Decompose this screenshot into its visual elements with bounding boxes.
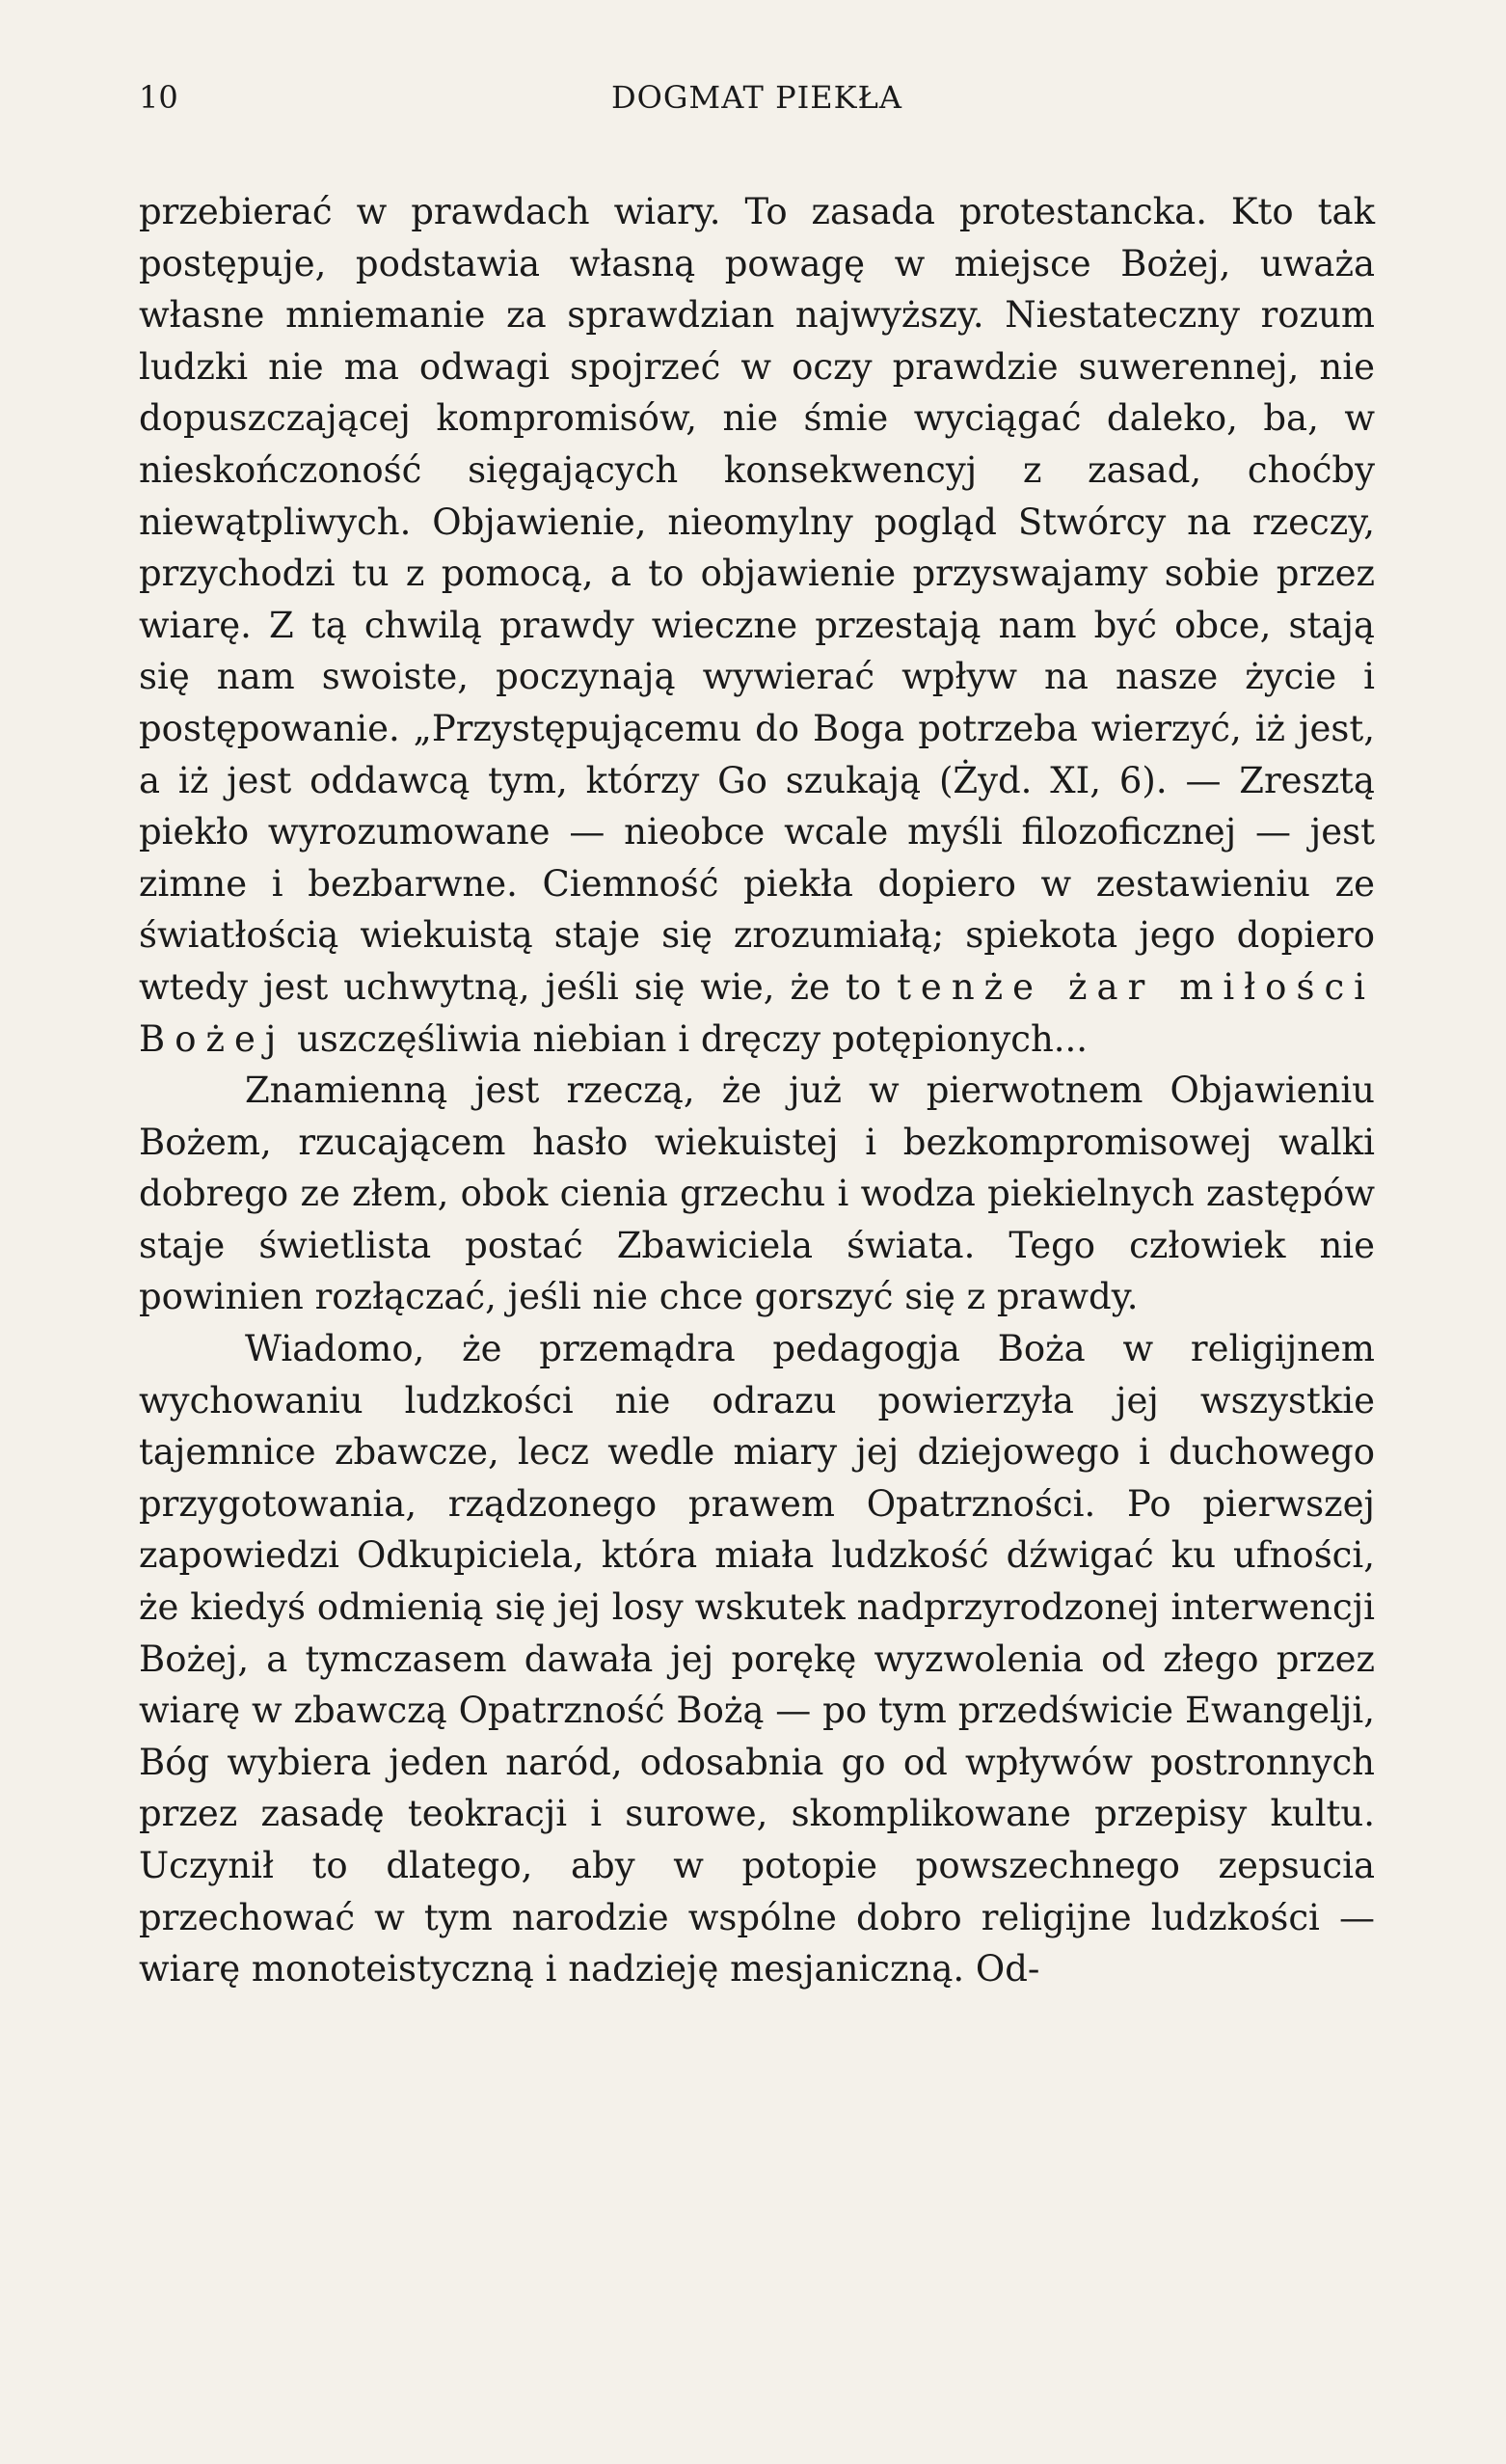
paragraph-3: Wiadomo, że przemądra pedagogja Boża w religijnem wychowaniu ludzkości nie odrazu powierzyła jej wszystkie tajemnice zbawcze, lecz wedle miary jej dziejowego i duchowego przygotowania, rządzonego prawem Opatrzności. Po pierwszej zapowiedzi Odkupiciela, która miała ludzkość dźwigać ku ufności, że kiedyś odmienią się jej losy wskutek nadprzyrodzonej interwencji Bożej, a tymczasem dawała jej porękę wyzwolenia od złego przez wiarę w zbawczą Opatrzność Bożą — po tym przedświcie Ewangelji, Bóg wybiera jeden naród, odosabnia go od wpływów postronnych przez zasadę teokracji i surowe, skomplikowane przepisy kultu. Uczynił to dlatego, aby w potopie powszechnego zepsucia przechować w tym narodzie wspólne dobro religijne ludzkości — wiarę monoteistyczną i nadzieję mesjaniczną. Od- bbox=[139, 1328, 1375, 1990]
paragraph-1 bbox=[139, 186, 1375, 1065]
paragraph-1-ending: uszczęśliwia niebian i dręczy potępionych... bbox=[285, 1017, 1089, 1060]
paragraph-1-text: przebierać w prawdach wiary. To zasada protestancka. Kto tak postępuje, podstawia własną powagę w miejsce Bożej, uważa własne mniemanie za sprawdzian najwyższy. Niestateczny rozum ludzki nie ma odwagi spojrzeć w oczy prawdzie suwerennej, nie dopuszczającej kompromisów, nie śmie wyciągać daleko, ba, w nieskończoność sięgających konsekwencyj z zasad, choćby niewątpliwych. Objawienie, nieomylny pogląd Stwórcy na rzeczy, przychodzi tu z pomocą, a to objawienie przyswajamy sobie przez wiarę. Z tą chwilą prawdy wieczne przestają nam być obce, stają się nam swoiste, poczynają wywierać wpływ na nasze życie i postępowanie. „Przystępującemu do Boga potrzeba wierzyć, iż jest, a iż jest oddawcą tym, którzy Go szukają (Żyd. XI, 6). — Zresztą piekło wyrozumowane — nieobce wcale myśli filozoficznej — jest zimne i bezbarwne. Ciemność piekła dopiero w zestawieniu ze światłością wiekuistą staje się zrozumiałą; spiekota jego dopiero wtedy jest uchwytną, jeśli się wie, że to bbox=[139, 191, 1375, 1008]
page-header bbox=[139, 79, 1375, 118]
paragraph-2: Znamienną jest rzeczą, że już w pierwotnem Objawieniu Bożem, rzucającem hasło wiekuistej i bezkompromisowej walki dobrego ze złem, obok cienia grzechu i wodza piekielnych zastępów staje świetlista postać Zbawiciela świata. Tego człowiek nie powinien rozłączać, jeśli nie chce gorszyć się z prawdy. bbox=[139, 1070, 1375, 1318]
body-text bbox=[139, 186, 1375, 1995]
emphasized-phrase: tenże żar miłości Bożej bbox=[139, 965, 1375, 1060]
running-title: DOGMAT PIEKŁA bbox=[610, 79, 903, 116]
page-number: 10 bbox=[139, 79, 178, 116]
